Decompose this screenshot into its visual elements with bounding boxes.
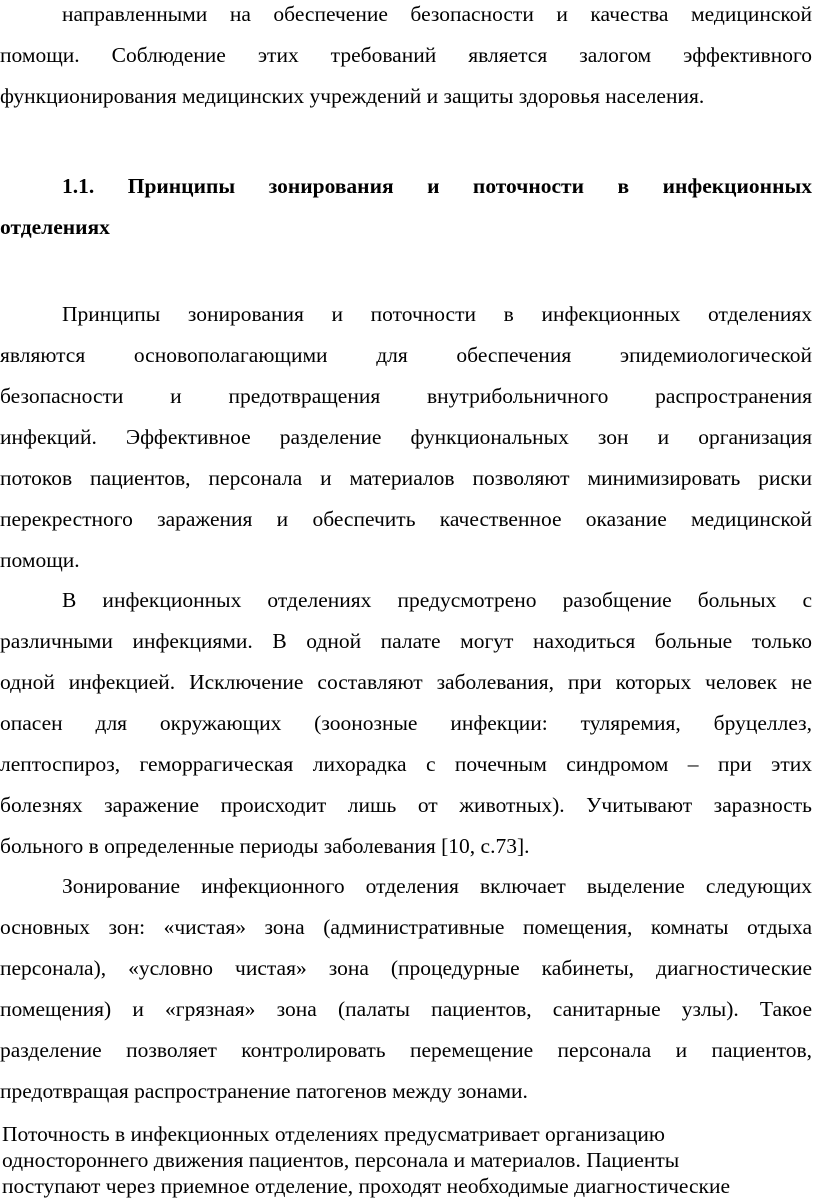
heading-line: отделениях [0,215,110,239]
text-line: являются основополагающими для обеспечения эпидемиологической [0,343,812,367]
paragraph-3 [0,866,816,1112]
text-line: Зонирование инфекционного отделения включает выделение следующих [62,874,812,898]
text-line: функционирования медицинских учреждений и защиты здоровья населения. [0,84,705,108]
text-line: направленными на обеспечение безопасности и качества медицинской [62,2,812,26]
text-line: опасен для окружающих (зоонозные инфекции: туляремия, бруцеллез, [0,711,812,735]
paragraph-2 [0,580,816,867]
text-line: предотвращая распространение патогенов между зонами. [0,1079,528,1103]
heading-line: 1.1. Принципы зонирования и поточности в инфекционных [62,174,812,198]
paragraph-4 [2,1118,816,1202]
paragraph-1 [0,294,816,581]
text-line: помощи. [0,548,80,572]
text-line: персонала), «условно чистая» зона (процедурные кабинеты, диагностические [0,956,812,980]
text-line: безопасности и предотвращения внутрибольничного распространения [0,384,812,408]
text-line: Принципы зонирования и поточности в инфекционных отделениях [62,302,812,326]
text-line: потоков пациентов, персонала и материалов позволяют минимизировать риски [0,466,812,490]
text-line: помощи. Соблюдение этих требований является залогом эффективного [0,43,812,67]
text-line: Поточность в инфекционных отделениях предусматривает организацию [2,1122,665,1146]
text-line: различными инфекциями. В одной палате могут находиться больные только [0,629,812,653]
text-line: одной инфекцией. Исключение составляют заболевания, при которых человек не [0,670,812,694]
text-line: В инфекционных отделениях предусмотрено разобщение больных с [62,588,812,612]
text-line: основных зон: «чистая» зона (административные помещения, комнаты отдыха [0,915,812,939]
text-line: перекрестного заражения и обеспечить качественное оказание медицинской [0,507,812,531]
text-line: одностороннего движения пациентов, персонала и материалов. Пациенты [2,1148,680,1172]
section-heading [0,166,816,248]
text-line: разделение позволяет контролировать перемещение персонала и пациентов, [0,1038,812,1062]
text-line: болезнях заражение происходит лишь от животных). Учитывают заразность [0,793,812,817]
text-line: больного в определенные периоды заболевания [10, с.73]. [0,834,530,858]
text-line: поступают через приемное отделение, проходят необходимые диагностические [2,1174,731,1198]
text-line: лептоспироз, геморрагическая лихорадка с почечным синдромом – при этих [0,752,812,776]
text-line: помещения) и «грязная» зона (палаты пациентов, санитарные узлы). Такое [0,997,812,1021]
text-line: инфекций. Эффективное разделение функциональных зон и организация [0,425,812,449]
intro-paragraph [0,0,816,117]
